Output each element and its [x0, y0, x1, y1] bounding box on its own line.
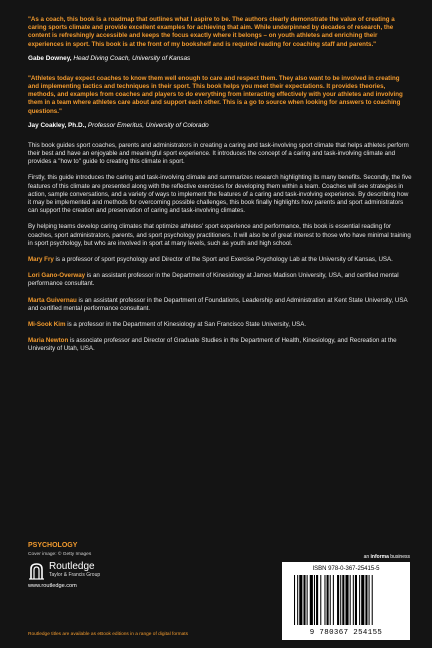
quote-1-name: Gabe Downey, — [28, 54, 72, 62]
routledge-logo-icon — [28, 562, 45, 580]
description-paragraph-3: By helping teams develop caring climates that optimize athletes' sport experience and performance, this book is essential reading for coaches, sport administrators, parents, and sport psychology practitioners. It will also be of great interest to those who have minimal training in sport psychology, but who are involved in sport at many levels, such as youth and high school. — [28, 223, 411, 247]
author-bio-text: is a professor of sport psychology and Director of the Sport and Exercise Psychology Lab at the University of Kansas, USA. — [53, 256, 393, 264]
publisher-website: www.routledge.com — [28, 583, 77, 589]
quote-2-role: Professor Emeritus, University of Colorado — [87, 121, 209, 129]
main-content — [28, 16, 412, 354]
informa-suffix: business — [388, 554, 410, 560]
barcode-icon — [294, 575, 398, 625]
subject-category: PSYCHOLOGY — [28, 542, 78, 549]
description-paragraph-1: This book guides sport coaches, parents and administrators in creating a caring and task-involving sport climate that helps athletes perform their best and have an enjoyable and meaningful sport experience. It introduces the concept of a caring and task-involving climate and provides a "how to" guide to creating this climate in sport. — [28, 141, 409, 166]
author-bio-text: is an assistant professor in the Department of Kinesiology at James Madison University, USA, and certified mental performance consultant. — [28, 272, 399, 288]
informa-note — [282, 554, 410, 560]
quote-2-text: "Athletes today expect coaches to know them well enough to care and respect them. They also want to be involved in creating and implementing tactics and techniques in their sport. This book helps you meet their expectations. It provides theories, methods, and examples from coaches and players to do everything from interacting effectively with your athletes and involving them in a team where athletes care about and support each other. This is a go to source when looking for answers to coaching questions." — [28, 74, 403, 115]
publisher-name: Routledge — [49, 561, 95, 572]
isbn-text: ISBN 978-0-367-25415-5 — [312, 566, 380, 572]
author-name: Mi-Sook Kim — [28, 321, 66, 329]
author-name: Marta Guivernau — [28, 296, 77, 304]
author-bio — [28, 256, 412, 264]
author-name: Maria Newton — [28, 337, 69, 345]
barcode-box — [282, 562, 410, 640]
author-bio-text: is associate professor and Director of Graduate Studies in the Department of Health, Kinesiology, and Recreation at the University of Utah, USA. — [28, 337, 397, 353]
publisher-block — [28, 542, 228, 589]
author-bio — [28, 321, 412, 329]
barcode-area — [282, 554, 410, 640]
author-name: Mary Fry — [28, 256, 54, 264]
quote-1-role: Head Diving Coach, University of Kansas — [73, 54, 191, 62]
informa-prefix: an — [363, 554, 371, 560]
cover-credit: Cover image: © Getty Images — [28, 552, 92, 557]
ebook-note: Routledge titles are available as eBook editions in a range of digital formats — [28, 632, 188, 637]
quote-2-attribution — [28, 122, 412, 130]
barcode-digits: 9 780367 254155 — [309, 629, 383, 637]
quote-2-name: Jay Coakley, Ph.D., — [28, 121, 87, 129]
author-bio — [28, 337, 412, 353]
author-bio — [28, 272, 412, 288]
quote-1-attribution — [28, 55, 412, 63]
author-bio-text: is an assistant professor in the Department of Foundations, Leadership and Administration at Kent State University, USA and certified mental performance consultant. — [28, 296, 408, 312]
author-name: Lori Gano-Overway — [28, 272, 86, 280]
author-bio — [28, 297, 412, 313]
description-paragraph-2: Firstly, this guide introduces the caring and task-involving climate and summarizes research highlighting its many benefits. Secondly, the five features of this climate are presented along with the reflective exercises for developing them within a team. Coaches will see strategies in action, sample conversations, and a variety of ways to implement the features of a caring and task-involving experience. By describing how it may be implemented and methods for overcoming possible challenges, this book finally highlights how parents and sport administrators can support the creation and preservation of caring and task-involving climates. — [28, 174, 412, 215]
publisher-subtitle: Taylor & Francis Group — [49, 572, 101, 578]
publisher-logo — [28, 562, 228, 580]
quote-1-text: "As a coach, this book is a roadmap that outlines what I aspire to be. The authors clearly demonstrate the value of creating a caring sports climate and provide excellent examples for achieving that aim. While underpinned by decades of research, the content is refreshingly accessible and keeps the focus exactly where it belongs – on youth athletes and enriching their experiences in sport. This book is at the front of my bookshelf and is required reading for coaching staff and parents." — [28, 16, 395, 48]
informa-brand: informa — [370, 554, 389, 560]
author-bio-text: is a professor in the Department of Kinesiology at San Francisco State University, USA. — [65, 321, 307, 329]
